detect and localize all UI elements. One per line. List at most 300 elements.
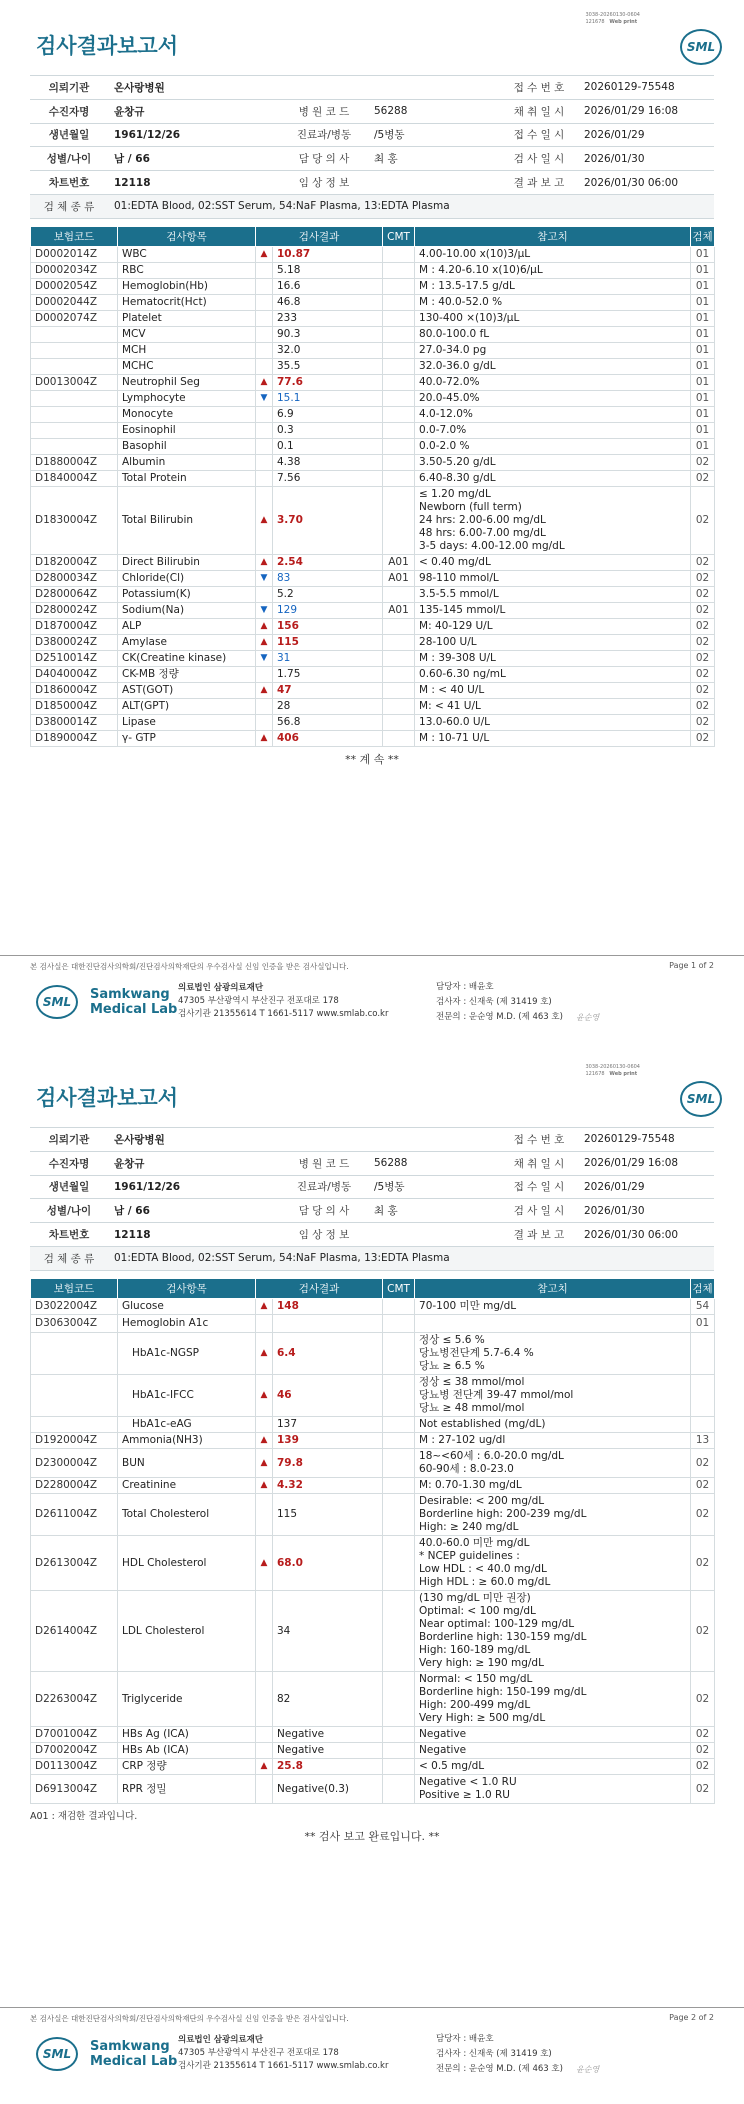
test-item: Triglyceride — [118, 1672, 256, 1727]
specimen-code: 01 — [691, 391, 715, 407]
test-item: Chloride(Cl) — [118, 571, 256, 587]
insurance-code: D1890004Z — [31, 731, 118, 747]
specimen-code: 02 — [691, 1536, 715, 1591]
test-result: 139 — [273, 1433, 383, 1449]
reference-range: Negative < 1.0 RU Positive ≥ 1.0 RU — [415, 1775, 691, 1804]
result-row — [31, 455, 715, 471]
test-item: HBs Ab (ICA) — [118, 1743, 256, 1759]
footer-staff — [436, 980, 563, 1025]
page-status: ** 검사 보고 완료입니다. ** — [304, 1830, 440, 1843]
test-item: HbA1c-eAG — [118, 1417, 256, 1433]
reference-range: 40.0-72.0% — [415, 375, 691, 391]
specimen-code — [691, 1375, 715, 1417]
result-row — [31, 1727, 715, 1743]
value-recno: 20260129-75548 — [578, 76, 714, 100]
insurance-code — [31, 327, 118, 343]
page-number: Page 2 of 2 — [669, 2013, 714, 2022]
label-recno: 접 수 번 호 — [500, 1128, 578, 1152]
insurance-code: D1830004Z — [31, 487, 118, 555]
flag-cell — [256, 1672, 273, 1727]
insurance-code — [31, 391, 118, 407]
low-flag-icon: ▼ — [256, 571, 273, 587]
value-ward: /5병동 — [368, 123, 500, 147]
result-row — [31, 1494, 715, 1536]
staff-manager: 담당자 : 배윤호 — [436, 982, 494, 992]
test-result: 83 — [273, 571, 383, 587]
comment-code — [383, 1299, 415, 1315]
test-result: 46.8 — [273, 295, 383, 311]
specimen-code: 01 — [691, 407, 715, 423]
result-row — [31, 1375, 715, 1417]
reference-range: 135-145 mmol/L — [415, 603, 691, 619]
test-item: BUN — [118, 1449, 256, 1478]
test-result: 34 — [273, 1591, 383, 1672]
test-item: ALT(GPT) — [118, 699, 256, 715]
value-birth: 1961/12/26 — [108, 123, 280, 147]
insurance-code: D0113004Z — [31, 1759, 118, 1775]
test-item: Monocyte — [118, 407, 256, 423]
comment-code — [383, 327, 415, 343]
insurance-code — [31, 439, 118, 455]
flag-cell — [256, 407, 273, 423]
result-row — [31, 619, 715, 635]
label-clinic: 임 상 정 보 — [280, 171, 368, 195]
flag-cell — [256, 1727, 273, 1743]
org-name: 의료법인 삼광의료재단 — [178, 2035, 264, 2045]
specimen-code: 01 — [691, 423, 715, 439]
comment-code — [383, 651, 415, 667]
reference-range: M: 0.70-1.30 mg/dL — [415, 1478, 691, 1494]
value-specimen-kind: 01:EDTA Blood, 02:SST Serum, 54:NaF Plasma, 13:EDTA Plasma — [108, 194, 714, 218]
test-item: Amylase — [118, 635, 256, 651]
flag-cell — [256, 343, 273, 359]
specimen-code: 02 — [691, 683, 715, 699]
header-cmt: CMT — [383, 227, 415, 247]
header-ref: 참고치 — [415, 227, 691, 247]
test-result: 4.32 — [273, 1478, 383, 1494]
comment-code — [383, 343, 415, 359]
header-result: 검사결과 — [256, 1279, 383, 1299]
footer-cert: 본 검사실은 대한진단검사의학회/진단검사의학재단의 우수검사실 신임 인증을 받은 검사실입니다. — [30, 962, 349, 971]
low-flag-icon: ▼ — [256, 391, 273, 407]
specimen-code: 13 — [691, 1433, 715, 1449]
label-hcode: 병 원 코 드 — [280, 1151, 368, 1175]
result-row — [31, 635, 715, 651]
print-code: 3038-20260130-0604 — [585, 12, 640, 18]
header-code: 보험코드 — [31, 1279, 118, 1299]
test-item: Total Bilirubin — [118, 487, 256, 555]
result-row — [31, 683, 715, 699]
test-result: 47 — [273, 683, 383, 699]
insurance-code: D0002044Z — [31, 295, 118, 311]
value-report: 2026/01/30 06:00 — [578, 171, 714, 195]
result-row — [31, 1417, 715, 1433]
high-flag-icon: ▲ — [256, 1449, 273, 1478]
value-testdate: 2026/01/30 — [578, 1199, 714, 1223]
test-result: 68.0 — [273, 1536, 383, 1591]
org-contact: 검사기관 21355614 T 1661-5117 www.smlab.co.kr — [178, 2061, 389, 2071]
low-flag-icon: ▼ — [256, 651, 273, 667]
label-recdate: 접 수 일 시 — [500, 123, 578, 147]
label-chart: 차트번호 — [30, 1223, 108, 1247]
specimen-code: 02 — [691, 1494, 715, 1536]
label-org: 의뢰기관 — [30, 1128, 108, 1152]
org-address: 47305 부산광역시 부산진구 전포대로 178 — [178, 996, 339, 1006]
specimen-code — [691, 1333, 715, 1375]
insurance-code: D0002074Z — [31, 311, 118, 327]
specimen-code: 02 — [691, 455, 715, 471]
high-flag-icon: ▲ — [256, 683, 273, 699]
label-patient: 수진자명 — [30, 99, 108, 123]
test-item: CRP 정량 — [118, 1759, 256, 1775]
insurance-code: D2800064Z — [31, 587, 118, 603]
test-item: ALP — [118, 619, 256, 635]
result-row — [31, 487, 715, 555]
comment-code — [383, 247, 415, 263]
reference-range: 4.00-10.00 x(10)3/µL — [415, 247, 691, 263]
insurance-code: D1840004Z — [31, 471, 118, 487]
reference-range: M : 39-308 U/L — [415, 651, 691, 667]
test-result: 28 — [273, 699, 383, 715]
test-result: Negative — [273, 1743, 383, 1759]
logo-text: SML — [686, 1092, 716, 1106]
result-row — [31, 587, 715, 603]
flag-cell — [256, 471, 273, 487]
test-item: Sodium(Na) — [118, 603, 256, 619]
specimen-code: 02 — [691, 571, 715, 587]
test-item: Neutrophil Seg — [118, 375, 256, 391]
specimen-code: 01 — [691, 375, 715, 391]
footer-staff — [436, 2032, 563, 2077]
specimen-code: 02 — [691, 715, 715, 731]
value-recdate: 2026/01/29 — [578, 1175, 714, 1199]
flag-cell — [256, 263, 273, 279]
test-result: 3.70 — [273, 487, 383, 555]
label-specimen-kind: 검 체 종 류 — [30, 1246, 108, 1270]
reference-range: 6.40-8.30 g/dL — [415, 471, 691, 487]
insurance-code — [31, 343, 118, 359]
insurance-code: D3800014Z — [31, 715, 118, 731]
high-flag-icon: ▲ — [256, 1478, 273, 1494]
test-result: 4.38 — [273, 455, 383, 471]
comment-code — [383, 407, 415, 423]
flag-cell — [256, 1591, 273, 1672]
insurance-code: D2263004Z — [31, 1672, 118, 1727]
footer-divider — [0, 955, 744, 956]
patient-info-table — [30, 1127, 714, 1271]
specimen-code: 01 — [691, 311, 715, 327]
insurance-code: D1880004Z — [31, 455, 118, 471]
label-ward: 진료과/병동 — [280, 1175, 368, 1199]
high-flag-icon: ▲ — [256, 1299, 273, 1315]
footer-logo-text: SML — [42, 995, 72, 1009]
test-result: 6.4 — [273, 1333, 383, 1375]
footer-logo-text: SML — [42, 2047, 72, 2061]
header-code: 보험코드 — [31, 227, 118, 247]
specimen-code: 02 — [691, 619, 715, 635]
header-result: 검사결과 — [256, 227, 383, 247]
reference-range: 40.0-60.0 미만 mg/dL * NCEP guidelines : Low HDL : < 40.0 mg/dL High HDL : ≥ 60.0 mg/dL — [415, 1536, 691, 1591]
test-item: Potassium(K) — [118, 587, 256, 603]
reference-range: Negative — [415, 1743, 691, 1759]
result-row — [31, 603, 715, 619]
reference-range: (130 mg/dL 미만 권장) Optimal: < 100 mg/dL Near optimal: 100-129 mg/dL Borderline high: 130-159 mg/dL High: 160-189 mg/dL Very high: ≥ 190 mg/dL — [415, 1591, 691, 1672]
label-doctor: 담 당 의 사 — [280, 1199, 368, 1223]
value-clinic — [368, 1223, 500, 1247]
flag-cell — [256, 439, 273, 455]
flag-cell — [256, 327, 273, 343]
insurance-code: D2280004Z — [31, 1478, 118, 1494]
test-item: CK-MB 정량 — [118, 667, 256, 683]
reference-range: 3.5-5.5 mmol/L — [415, 587, 691, 603]
specimen-code: 02 — [691, 635, 715, 651]
value-birth: 1961/12/26 — [108, 1175, 280, 1199]
specimen-code: 02 — [691, 1775, 715, 1804]
value-patient: 윤창규 — [108, 99, 280, 123]
label-recdate: 접 수 일 시 — [500, 1175, 578, 1199]
result-row — [31, 1672, 715, 1727]
comment-code — [383, 1449, 415, 1478]
page-status: ** 계 속 ** — [345, 753, 399, 766]
signature: 윤순영 — [576, 1013, 600, 1022]
result-row — [31, 1333, 715, 1375]
test-result: 1.75 — [273, 667, 383, 683]
staff-tester: 검사자 : 신재욱 (제 31419 호) — [436, 2049, 552, 2059]
test-item: RPR 정밀 — [118, 1775, 256, 1804]
specimen-code: 01 — [691, 295, 715, 311]
label-ward: 진료과/병동 — [280, 123, 368, 147]
comment-code — [383, 487, 415, 555]
comment-code — [383, 1743, 415, 1759]
label-recno: 접 수 번 호 — [500, 76, 578, 100]
print-code: 3038-20260130-0604 — [585, 1064, 640, 1070]
test-result: 25.8 — [273, 1759, 383, 1775]
test-item: Basophil — [118, 439, 256, 455]
reference-range: ≤ 1.20 mg/dL Newborn (full term) 24 hrs: 2.00-6.00 mg/dL 48 hrs: 6.00-7.00 mg/dL 3-5 days: 4.00-12.00 mg/dL — [415, 487, 691, 555]
result-row — [31, 1433, 715, 1449]
specimen-code: 02 — [691, 1743, 715, 1759]
reference-range: 13.0-60.0 U/L — [415, 715, 691, 731]
reference-range: 28-100 U/L — [415, 635, 691, 651]
insurance-code: D1870004Z — [31, 619, 118, 635]
test-result — [273, 1315, 383, 1333]
insurance-code: D1820004Z — [31, 555, 118, 571]
high-flag-icon: ▲ — [256, 247, 273, 263]
footer-cert: 본 검사실은 대한진단검사의학회/진단검사의학재단의 우수검사실 신임 인증을 받은 검사실입니다. — [30, 2014, 349, 2023]
comment-code — [383, 391, 415, 407]
test-item: MCH — [118, 343, 256, 359]
test-result: 5.2 — [273, 587, 383, 603]
label-testdate: 검 사 일 시 — [500, 1199, 578, 1223]
patient-info-table — [30, 75, 714, 219]
high-flag-icon: ▲ — [256, 1375, 273, 1417]
comment-code — [383, 1591, 415, 1672]
page-number: Page 1 of 2 — [669, 961, 714, 970]
insurance-code: D3800024Z — [31, 635, 118, 651]
org-contact: 검사기관 21355614 T 1661-5117 www.smlab.co.kr — [178, 1009, 389, 1019]
print-meta — [585, 12, 640, 26]
flag-cell — [256, 1417, 273, 1433]
reference-range: 27.0-34.0 pg — [415, 343, 691, 359]
test-item: Platelet — [118, 311, 256, 327]
insurance-code: D2300004Z — [31, 1449, 118, 1478]
test-result: 10.87 — [273, 247, 383, 263]
result-row — [31, 1299, 715, 1315]
result-row — [31, 1315, 715, 1333]
test-result: 77.6 — [273, 375, 383, 391]
low-flag-icon: ▼ — [256, 603, 273, 619]
result-row — [31, 295, 715, 311]
insurance-code — [31, 423, 118, 439]
footer-org — [178, 2034, 388, 2073]
test-result: 7.56 — [273, 471, 383, 487]
insurance-code: D2613004Z — [31, 1536, 118, 1591]
value-hcode: 56288 — [368, 1151, 500, 1175]
test-result: 0.3 — [273, 423, 383, 439]
flag-cell — [256, 279, 273, 295]
sml-logo-icon — [680, 1081, 722, 1117]
high-flag-icon: ▲ — [256, 555, 273, 571]
reference-range: 20.0-45.0% — [415, 391, 691, 407]
footer-divider — [0, 2007, 744, 2008]
result-row — [31, 667, 715, 683]
flag-cell — [256, 1775, 273, 1804]
sml-logo-icon — [680, 29, 722, 65]
reference-range: 80.0-100.0 fL — [415, 327, 691, 343]
test-item: CK(Creatine kinase) — [118, 651, 256, 667]
reference-range: 130-400 ×(10)3/µL — [415, 311, 691, 327]
test-result: 115 — [273, 635, 383, 651]
result-row — [31, 327, 715, 343]
print-seq: 121678 — [585, 19, 605, 25]
staff-tester: 검사자 : 신재욱 (제 31419 호) — [436, 997, 552, 1007]
comment-code — [383, 1417, 415, 1433]
specimen-code: 01 — [691, 1315, 715, 1333]
value-chart: 12118 — [108, 171, 280, 195]
test-result: 46 — [273, 1375, 383, 1417]
comment-code — [383, 439, 415, 455]
results-table — [30, 1278, 715, 1804]
comment-code — [383, 1478, 415, 1494]
result-row — [31, 343, 715, 359]
comment-code — [383, 635, 415, 651]
result-row — [31, 375, 715, 391]
value-sex: 남 / 66 — [108, 1199, 280, 1223]
org-address: 47305 부산광역시 부산진구 전포대로 178 — [178, 2048, 339, 2058]
insurance-code: D1860004Z — [31, 683, 118, 699]
label-report: 결 과 보 고 — [500, 171, 578, 195]
specimen-code: 01 — [691, 343, 715, 359]
comment-code — [383, 587, 415, 603]
test-item: MCV — [118, 327, 256, 343]
result-row — [31, 571, 715, 587]
value-report: 2026/01/30 06:00 — [578, 1223, 714, 1247]
test-result: 2.54 — [273, 555, 383, 571]
test-result: 5.18 — [273, 263, 383, 279]
label-doctor: 담 당 의 사 — [280, 147, 368, 171]
value-chart: 12118 — [108, 1223, 280, 1247]
comment-code: A01 — [383, 603, 415, 619]
test-result: 82 — [273, 1672, 383, 1727]
reference-range — [415, 1315, 691, 1333]
header-item: 검사항목 — [118, 1279, 256, 1299]
flag-cell — [256, 1743, 273, 1759]
test-item: Albumin — [118, 455, 256, 471]
result-row — [31, 359, 715, 375]
test-item: Hematocrit(Hct) — [118, 295, 256, 311]
header-cmt: CMT — [383, 1279, 415, 1299]
test-result: 156 — [273, 619, 383, 635]
high-flag-icon: ▲ — [256, 619, 273, 635]
insurance-code: D0013004Z — [31, 375, 118, 391]
test-item: Lipase — [118, 715, 256, 731]
brand-line-1: Samkwang — [90, 987, 170, 1002]
comment-code — [383, 471, 415, 487]
comment-code — [383, 1672, 415, 1727]
reference-range: 18~<60세 : 6.0-20.0 mg/dL 60-90세 : 8.0-23.0 — [415, 1449, 691, 1478]
value-ward: /5병동 — [368, 1175, 500, 1199]
specimen-code: 02 — [691, 471, 715, 487]
flag-cell — [256, 667, 273, 683]
test-result: 90.3 — [273, 327, 383, 343]
result-row — [31, 311, 715, 327]
label-report: 결 과 보 고 — [500, 1223, 578, 1247]
insurance-code: D1850004Z — [31, 699, 118, 715]
value-collect: 2026/01/29 16:08 — [578, 99, 714, 123]
test-item: Direct Bilirubin — [118, 555, 256, 571]
label-specimen-kind: 검 체 종 류 — [30, 194, 108, 218]
test-result: Negative(0.3) — [273, 1775, 383, 1804]
comment-code — [383, 1333, 415, 1375]
test-item: MCHC — [118, 359, 256, 375]
reference-range: M : 13.5-17.5 g/dL — [415, 279, 691, 295]
comment-code — [383, 683, 415, 699]
specimen-code: 02 — [691, 1478, 715, 1494]
specimen-code: 02 — [691, 1727, 715, 1743]
specimen-code: 02 — [691, 651, 715, 667]
insurance-code: D3063004Z — [31, 1315, 118, 1333]
value-recdate: 2026/01/29 — [578, 123, 714, 147]
label-birth: 생년월일 — [30, 123, 108, 147]
test-result: 129 — [273, 603, 383, 619]
specimen-code: 02 — [691, 1759, 715, 1775]
test-result: Negative — [273, 1727, 383, 1743]
test-result: 406 — [273, 731, 383, 747]
reference-range: Negative — [415, 1727, 691, 1743]
test-item: HDL Cholesterol — [118, 1536, 256, 1591]
comment-code — [383, 715, 415, 731]
header-spec: 검체 — [691, 1279, 715, 1299]
specimen-code: 02 — [691, 487, 715, 555]
web-print-label: Web print — [609, 19, 638, 25]
insurance-code: D2614004Z — [31, 1591, 118, 1672]
footer-brand — [90, 987, 177, 1017]
label-collect: 채 취 일 시 — [500, 1151, 578, 1175]
result-row — [31, 279, 715, 295]
logo-text: SML — [686, 40, 716, 54]
specimen-code: 02 — [691, 555, 715, 571]
high-flag-icon: ▲ — [256, 1759, 273, 1775]
test-item: WBC — [118, 247, 256, 263]
comment-code — [383, 1775, 415, 1804]
specimen-code: 02 — [691, 731, 715, 747]
reference-range: 정상 ≤ 38 mmol/mol 당뇨병 전단계 39-47 mmol/mol 당뇨 ≥ 48 mmol/mol — [415, 1375, 691, 1417]
flag-cell — [256, 715, 273, 731]
specimen-code — [691, 1417, 715, 1433]
reference-range: 4.0-12.0% — [415, 407, 691, 423]
web-print-label: Web print — [609, 1071, 638, 1077]
test-item: Glucose — [118, 1299, 256, 1315]
